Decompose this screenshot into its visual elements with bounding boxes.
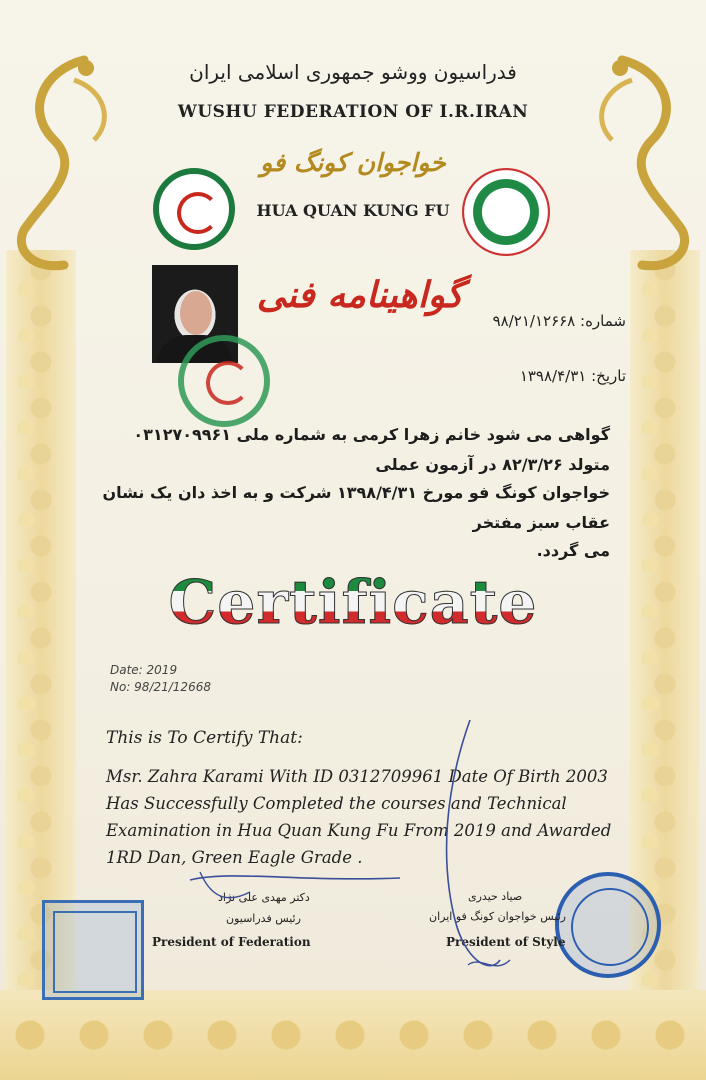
federation-president-role-en: President of Federation <box>152 935 311 949</box>
certificate-number-fa: شماره: ۹۸/۲۱/۱۲۶۶۸ <box>492 312 626 330</box>
certificate-title-en: Certificate <box>0 568 706 638</box>
certify-heading: This is To Certify That: <box>106 728 303 748</box>
hua-quan-logo <box>153 168 235 250</box>
style-president-role-en: President of Style <box>446 935 566 949</box>
certificate-title-fa: گواهینامه فنی <box>256 275 464 316</box>
certificate-date-en: Date: 2019 <box>110 663 178 677</box>
style-name-fa: خواجوان کونگ فو <box>260 148 446 177</box>
floral-border-bottom <box>0 990 706 1080</box>
federation-name-fa: فدراسیون ووشو جمهوری اسلامی ایران <box>189 60 517 84</box>
persian-body-line: گواهی می شود خانم زهرا کرمی به شماره ملی ۰۳۱۲۷۰۹۹۶۱ متولد ۸۲/۳/۲۶ در آزمون عملی <box>133 425 610 474</box>
certificate-date-fa: تاریخ: ۱۳۹۸/۴/۳۱ <box>519 367 626 385</box>
style-name-en: HUA QUAN KUNG FU <box>256 201 450 220</box>
certificate-number-en: No: 98/21/12668 <box>110 680 211 694</box>
persian-body-line: خواجوان کونگ فو مورخ ۱۳۹۸/۴/۳۱ شرکت و به اخذ دان یک نشان عقاب سبز مفتخر <box>102 483 610 532</box>
english-body-text <box>106 763 626 871</box>
english-body-line: Has Successfully Completed the courses and Technical <box>106 794 567 813</box>
federation-president-name-fa: دکتر مهدی علی نژاد <box>218 891 310 904</box>
english-body-line: Examination in Hua Quan Kung Fu From 2019 and Awarded <box>106 821 612 840</box>
style-president-name-fa: صیاد حیدری <box>468 890 523 903</box>
english-body-line: Msr. Zahra Karami With ID 0312709961 Date Of Birth 2003 <box>106 767 608 786</box>
federation-name-en: WUSHU FEDERATION OF I.R.IRAN <box>177 102 529 122</box>
wushu-federation-logo <box>462 168 550 256</box>
persian-body-line: می گردد. <box>536 541 610 560</box>
style-seal <box>555 872 661 978</box>
federation-president-role-fa: رئیس فدراسیون <box>226 912 301 925</box>
photo-stamp <box>178 335 270 427</box>
style-president-role-fa: رئیس خواجوان کونگ فو ایران <box>429 910 566 923</box>
english-body-line: 1RD Dan, Green Eagle Grade . <box>106 848 363 867</box>
federation-seal <box>42 900 144 1000</box>
